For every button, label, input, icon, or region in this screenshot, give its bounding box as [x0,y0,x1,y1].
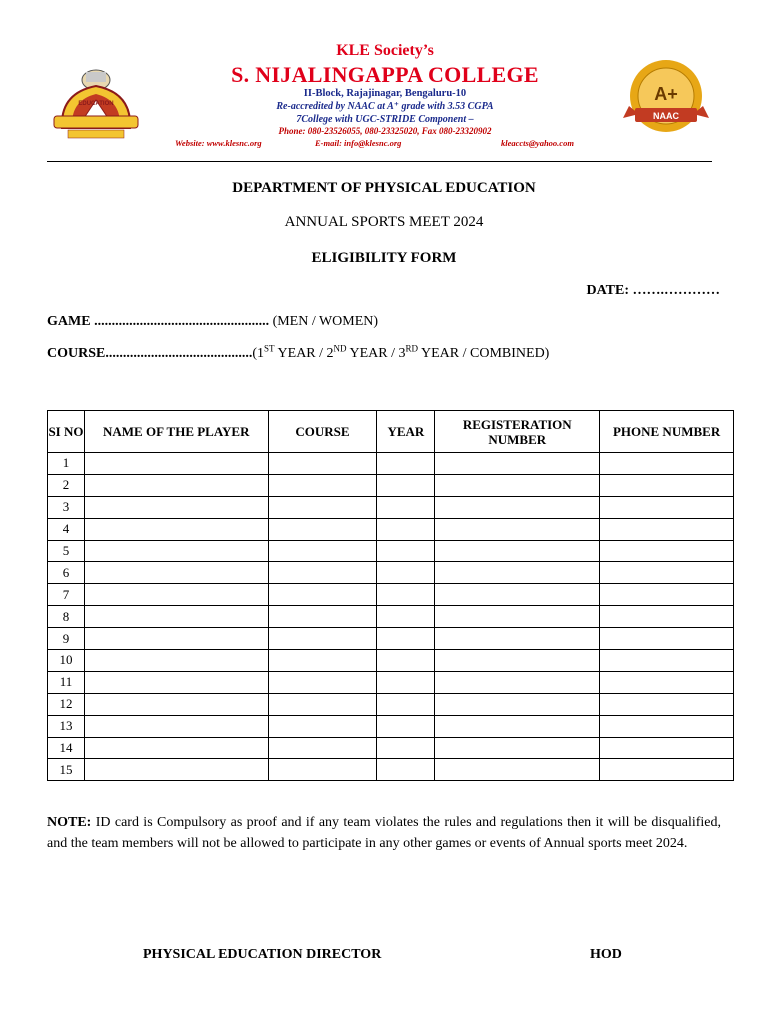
cell-si-no: 15 [48,759,85,781]
cell-phone[interactable] [600,650,734,672]
cell-player-name[interactable] [84,737,268,759]
cell-course[interactable] [268,671,377,693]
course-dots: .......................................... [105,346,253,361]
cell-course[interactable] [268,474,377,496]
cell-phone[interactable] [600,474,734,496]
cell-registration[interactable] [435,474,600,496]
logo-left-text: EDUCATION [78,101,114,107]
cell-si-no: 4 [48,518,85,540]
cell-year[interactable] [377,496,435,518]
cell-registration[interactable] [435,584,600,606]
form-title: ELIGIBILITY FORM [311,250,457,266]
table-row [48,671,734,693]
cell-phone[interactable] [600,518,734,540]
society-name: KLE Society’s [336,42,434,59]
cell-player-name[interactable] [84,562,268,584]
cell-year[interactable] [377,518,435,540]
cell-year[interactable] [377,606,435,628]
cell-course[interactable] [268,496,377,518]
department-title: DEPARTMENT OF PHYSICAL EDUCATION [232,180,536,196]
cell-si-no: 2 [48,474,85,496]
cell-year[interactable] [377,628,435,650]
naac-grade: A+ [654,84,678,104]
cell-registration[interactable] [435,540,600,562]
note-label: NOTE: [47,815,92,830]
cell-si-no: 11 [48,671,85,693]
cell-course[interactable] [268,562,377,584]
cell-registration[interactable] [435,671,600,693]
cell-player-name[interactable] [84,759,268,781]
cell-si-no: 13 [48,715,85,737]
cell-si-no: 12 [48,693,85,715]
signature-hod: HOD [590,947,622,962]
course-field[interactable] [47,343,550,362]
cell-course[interactable] [268,715,377,737]
cell-registration[interactable] [435,759,600,781]
cell-phone[interactable] [600,693,734,715]
header-divider [47,161,712,162]
cell-player-name[interactable] [84,540,268,562]
cell-player-name[interactable] [84,650,268,672]
cell-course[interactable] [268,650,377,672]
game-field[interactable] [47,314,378,330]
note-text: ID card is Compulsory as proof and if any team violates the rules and regulations then it will be disqualified, and the team members will not be allowed to participate in any other games or events of Annual sports meet 2024. [47,815,722,851]
cell-player-name[interactable] [84,474,268,496]
society-logo [50,58,142,142]
cell-registration[interactable] [435,650,600,672]
date-field[interactable] [586,283,720,299]
cell-phone[interactable] [600,759,734,781]
cell-phone[interactable] [600,453,734,475]
accreditation-line: Re-accredited by NAAC at A⁺ grade with 3.53 CGPA [276,101,494,112]
cell-si-no: 10 [48,650,85,672]
cell-si-no: 6 [48,562,85,584]
course-label: COURSE [47,346,106,361]
cell-course[interactable] [268,540,377,562]
college-name: S. NIJALINGAPPA COLLEGE [231,62,539,87]
cell-player-name[interactable] [84,584,268,606]
cell-registration[interactable] [435,496,600,518]
table-row [48,715,734,737]
cell-si-no: 5 [48,540,85,562]
table-header-row [48,411,734,453]
game-options: (MEN / WOMEN) [272,314,379,329]
email-link[interactable]: E-mail: info@klesnc.org [315,138,402,148]
cell-si-no: 1 [48,453,85,475]
cell-year[interactable] [377,474,435,496]
cell-registration[interactable] [435,737,600,759]
col-registration: REGISTERATION NUMBER [435,411,600,453]
cell-registration[interactable] [435,562,600,584]
naac-label: NAAC [653,111,679,121]
cell-year[interactable] [377,737,435,759]
note-paragraph [47,813,721,854]
cell-year[interactable] [377,650,435,672]
table-row [48,562,734,584]
cell-course[interactable] [268,453,377,475]
signature-director: PHYSICAL EDUCATION DIRECTOR [143,947,382,962]
cell-year[interactable] [377,759,435,781]
cell-phone[interactable] [600,628,734,650]
cell-course[interactable] [268,606,377,628]
meet-title: ANNUAL SPORTS MEET 2024 [284,214,484,230]
cell-registration[interactable] [435,715,600,737]
table-row [48,540,734,562]
cell-year[interactable] [377,671,435,693]
cell-registration[interactable] [435,518,600,540]
cell-player-name[interactable] [84,693,268,715]
date-dots: …….………… [632,283,720,298]
cell-registration[interactable] [435,606,600,628]
date-label: DATE: [586,283,629,298]
cell-course[interactable] [268,628,377,650]
cell-course[interactable] [268,518,377,540]
table-row [48,606,734,628]
cell-phone[interactable] [600,671,734,693]
table-row [48,584,734,606]
cell-year[interactable] [377,715,435,737]
course-options: (1ST YEAR / 2ND YEAR / 3RD YEAR / COMBINED) [252,343,550,361]
cell-registration[interactable] [435,453,600,475]
col-year: YEAR [377,411,435,453]
cell-registration[interactable] [435,628,600,650]
cell-year[interactable] [377,584,435,606]
table-row [48,737,734,759]
cell-si-no: 7 [48,584,85,606]
cell-phone[interactable] [600,562,734,584]
cell-si-no: 14 [48,737,85,759]
cell-course[interactable] [268,759,377,781]
cell-phone[interactable] [600,540,734,562]
cell-player-name[interactable] [84,628,268,650]
cell-player-name[interactable] [84,671,268,693]
cell-year[interactable] [377,540,435,562]
cell-phone[interactable] [600,584,734,606]
cell-year[interactable] [377,562,435,584]
table-row [48,693,734,715]
cell-si-no: 9 [48,628,85,650]
cell-phone[interactable] [600,496,734,518]
cell-course[interactable] [268,584,377,606]
col-course: COURSE [268,411,377,453]
cell-course[interactable] [268,693,377,715]
cell-year[interactable] [377,453,435,475]
col-phone: PHONE NUMBER [600,411,734,453]
cell-phone[interactable] [600,715,734,737]
table-row [48,650,734,672]
table-row [48,496,734,518]
col-si-no: SI NO [48,411,85,453]
naac-logo [621,56,711,136]
game-label: GAME [47,314,91,329]
cell-si-no: 8 [48,606,85,628]
table-row [48,518,734,540]
email-link-2[interactable]: kleaccts@yahoo.com [501,138,574,148]
game-dots: .................................................. [94,314,270,329]
phone-line: Phone: 080-23526055, 080-23325020, Fax 080-23320902 [278,126,492,136]
cell-player-name[interactable] [84,518,268,540]
col-player-name: NAME OF THE PLAYER [84,411,268,453]
table-row [48,474,734,496]
table-row [48,759,734,781]
cell-player-name[interactable] [84,715,268,737]
cell-phone[interactable] [600,606,734,628]
cell-player-name[interactable] [84,453,268,475]
table-row [48,628,734,650]
college-address: II-Block, Rajajinagar, Bengaluru-10 [303,88,467,99]
cell-si-no: 3 [48,496,85,518]
table-row [48,453,734,475]
website-link[interactable]: Website: www.klesnc.org [175,138,262,148]
cell-registration[interactable] [435,693,600,715]
players-table [47,410,734,781]
cell-player-name[interactable] [84,496,268,518]
cell-phone[interactable] [600,737,734,759]
cell-course[interactable] [268,737,377,759]
cell-player-name[interactable] [84,606,268,628]
cell-year[interactable] [377,693,435,715]
ugc-line: 7College with UGC-STRIDE Component – [296,114,474,125]
